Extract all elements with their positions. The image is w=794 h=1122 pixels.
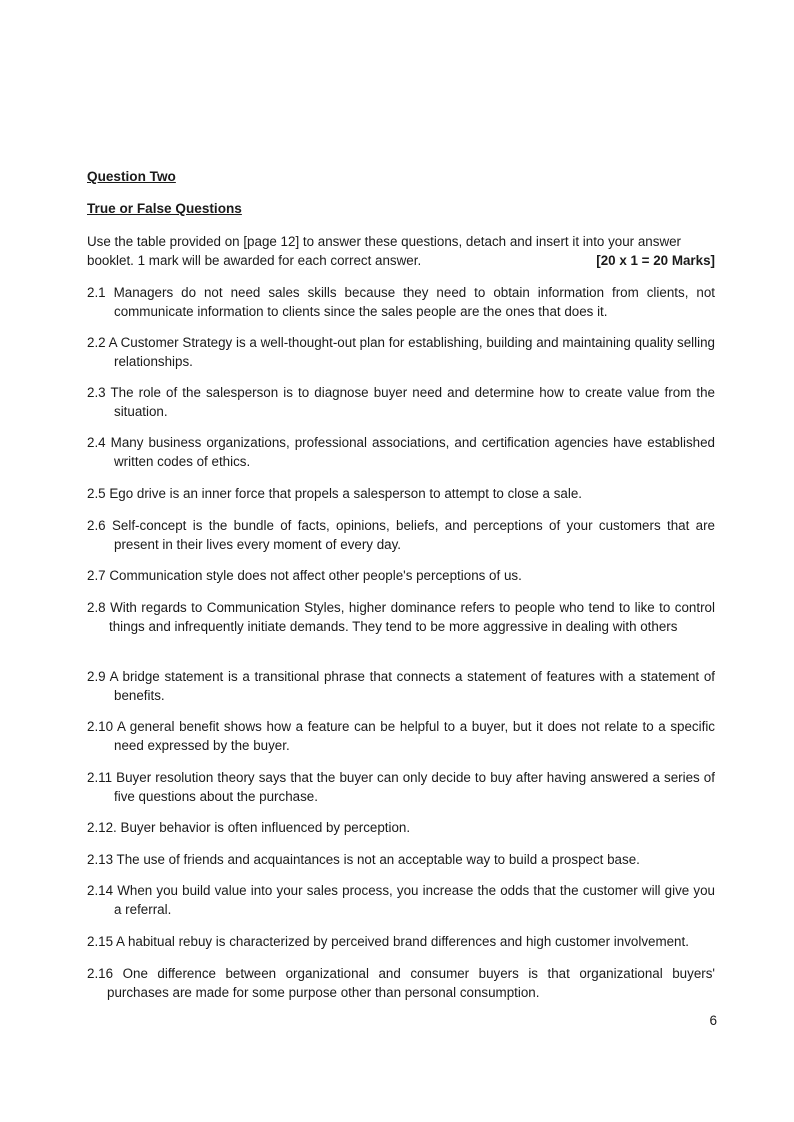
question-number: 2.10 — [87, 719, 114, 734]
question-text: With regards to Communication Styles, higher dominance refers to people who tend to like to control things and infrequently initiate demands. They tend to be more aggressive in dealing with others — [109, 600, 715, 634]
question-text: Buyer behavior is often influenced by perception. — [120, 820, 411, 835]
question-item — [87, 333, 715, 371]
section-subtitle: True or False Questions — [87, 201, 242, 216]
question-item — [87, 667, 715, 705]
question-item — [87, 484, 715, 503]
question-number: 2.2 — [87, 335, 106, 350]
instructions — [87, 232, 715, 270]
question-number: 2.16 — [87, 966, 114, 981]
question-text: When you build value into your sales process, you increase the odds that the customer will give you a referral. — [114, 883, 715, 917]
question-item — [87, 283, 715, 321]
instructions-text: Use the table provided on [page 12] to answer these questions, detach and insert it into your answer booklet. 1 mark will be awarded for each correct answer. — [87, 234, 682, 268]
question-number: 2.3 — [87, 385, 106, 400]
question-number: 2.5 — [87, 486, 106, 501]
question-item — [87, 566, 715, 585]
question-number: 2.13 — [87, 852, 114, 867]
question-item — [87, 818, 715, 837]
question-number: 2.7 — [87, 568, 106, 583]
question-item — [87, 433, 715, 471]
question-item — [87, 516, 715, 554]
question-text: A Customer Strategy is a well-thought-out plan for establishing, building and maintaining quality selling relationships. — [108, 335, 715, 369]
question-text: A general benefit shows how a feature can be helpful to a buyer, but it does not relate to a specific need expressed by the buyer. — [114, 719, 715, 753]
question-number: 2.8 — [87, 600, 106, 615]
question-text: Many business organizations, professional associations, and certification agencies have established written codes of ethics. — [110, 435, 715, 469]
question-text: Buyer resolution theory says that the buyer can only decide to buy after having answered a series of five questions about the purchase. — [114, 770, 715, 804]
question-text: The role of the salesperson is to diagnose buyer need and determine how to create value from the situation. — [110, 385, 715, 419]
question-item — [87, 598, 715, 636]
question-number: 2.11 — [87, 770, 113, 785]
question-title: Question Two — [87, 169, 176, 184]
question-text: A habitual rebuy is characterized by perceived brand differences and high customer involvement. — [116, 934, 689, 949]
question-item — [87, 964, 715, 1002]
page-number: 6 — [709, 1013, 717, 1028]
question-text: The use of friends and acquaintances is not an acceptable way to build a prospect base. — [116, 852, 640, 867]
question-number: 2.6 — [87, 518, 106, 533]
question-text: Ego drive is an inner force that propels a salesperson to attempt to close a sale. — [109, 486, 583, 501]
question-text: Managers do not need sales skills because they need to obtain information from clients, not communicate information to clients since the sales people are the ones that does it. — [113, 285, 715, 319]
question-text: A bridge statement is a transitional phrase that connects a statement of features with a statement of benefits. — [109, 669, 716, 703]
question-text: One difference between organizational and consumer buyers is that organizational buyers' purchases are made for some purpose other than personal consumption. — [107, 966, 715, 1000]
question-number: 2.14 — [87, 883, 114, 898]
question-item — [87, 881, 715, 919]
question-text: Communication style does not affect other people's perceptions of us. — [109, 568, 522, 583]
question-text: Self-concept is the bundle of facts, opinions, beliefs, and perceptions of your customers that are present in their lives every moment of every day. — [111, 518, 715, 552]
question-number: 2.15 — [87, 934, 114, 949]
question-item — [87, 383, 715, 421]
question-number: 2.4 — [87, 435, 106, 450]
question-item — [87, 850, 715, 869]
question-item — [87, 768, 715, 806]
question-number: 2.12. — [87, 820, 117, 835]
question-number: 2.9 — [87, 669, 106, 684]
marks-allocation: [20 x 1 = 20 Marks] — [596, 253, 715, 268]
question-item — [87, 932, 715, 951]
question-number: 2.1 — [87, 285, 106, 300]
question-item — [87, 717, 715, 755]
